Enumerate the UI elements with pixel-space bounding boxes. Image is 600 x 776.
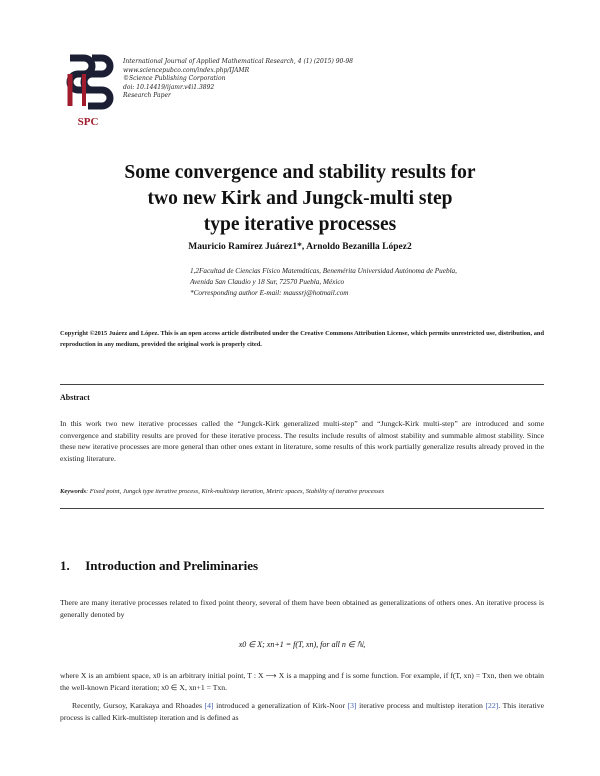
paper-title [60, 160, 540, 238]
journal-url[interactable]: www.sciencepubco.com/index.php/IJAMR [123, 66, 250, 74]
publisher-logo [60, 52, 116, 130]
keywords-label: Keywords [60, 488, 86, 495]
divider-bottom [60, 508, 544, 509]
paper-type: Research Paper [123, 92, 171, 100]
spc-logo-icon [60, 52, 116, 130]
doi[interactable]: doi: 10.14419/ijamr.v4i1.3892 [123, 83, 215, 91]
keywords [60, 488, 544, 495]
section-number: 1. [60, 558, 70, 573]
affiliation-line-2: Avenida San Claudio y 18 Sur, 72570 Puebla, México [190, 278, 345, 286]
intro-paragraph-2: where X is an ambient space, x0 is an arbitrary initial point, T : X ⟶ X is a mapping and f is some function. For example, if f(T, xn) = Txn, then we obtain the well-known Picard iteration; x0 ∈ X, xn+1 = Txn. [60, 671, 544, 692]
copyright-notice: Copyright ©2015 Juárez and López. This is an open access article distributed under the Creative Commons Attribution License, which permits unrestricted use, distribution, and reproduction in any medium, provided the original work is properly cited. [60, 330, 544, 348]
journal-citation: International Journal of Applied Mathematical Research, 4 (1) (2015) 90-98 [123, 58, 354, 65]
corresponding-email: *Corresponding author E-mail: maussrj@hotmail.com [190, 289, 349, 297]
publisher: ©Science Publishing Corporation [123, 75, 226, 83]
authors: Mauricio Ramírez Juárez1*, Arnoldo Bezanilla López2 [188, 242, 412, 252]
iteration-equation: x0 ∈ X; xn+1 = f(T, xn), for all n ∈ ℕ, [238, 640, 366, 649]
logo-text: SPC [77, 116, 99, 128]
section-heading [60, 558, 258, 574]
keywords-text: : Fixed point, Jungck type iterative process, Kirk-multistep iteration, Metric spaces, Stability of iterative processes [86, 488, 385, 495]
citation-22[interactable]: [22] [485, 701, 499, 710]
title-line-1: Some convergence and stability results for [124, 162, 476, 183]
affiliation-line-1: 1,2Facultad de Ciencias Físico Matemáticas, Benemérita Universidad Autónoma de Puebla, [190, 267, 457, 275]
intro-paragraph-1: There are many iterative processes related to fixed point theory, several of them have been obtained as generalizations of others ones. An iterative process is generally denoted by [60, 598, 544, 619]
citation-4[interactable]: [4] [204, 701, 214, 710]
abstract-heading: Abstract [60, 393, 90, 402]
intro-paragraph-3: Recently, Gursoy, Karakaya and Rhoades [4] introduced a generalization of Kirk-Noor [3] iterative process and multistep iteration [22]. This iterative process is called Kirk-multistep iteration and is defined as [60, 701, 544, 722]
journal-info [123, 58, 443, 101]
affiliation [190, 266, 520, 299]
citation-3[interactable]: [3] [347, 701, 357, 710]
section-title: Introduction and Preliminaries [85, 558, 259, 573]
title-line-3: type iterative processes [203, 214, 397, 235]
title-line-2: two new Kirk and Jungck-multi step [147, 188, 453, 209]
divider-top [60, 384, 544, 385]
abstract-text: In this work two new iterative processes called the “Jungck-Kirk generalized multi-step” and “Jungck-Kirk multi-step” are introduced and some convergence and stability results are proved for these iterative process. The results include results of almost stability and summable almost stability. Since these new iterative processes are more general than other ones extant in literature, some results of this work partially generalize results already proved in the existing literature. [60, 419, 544, 463]
